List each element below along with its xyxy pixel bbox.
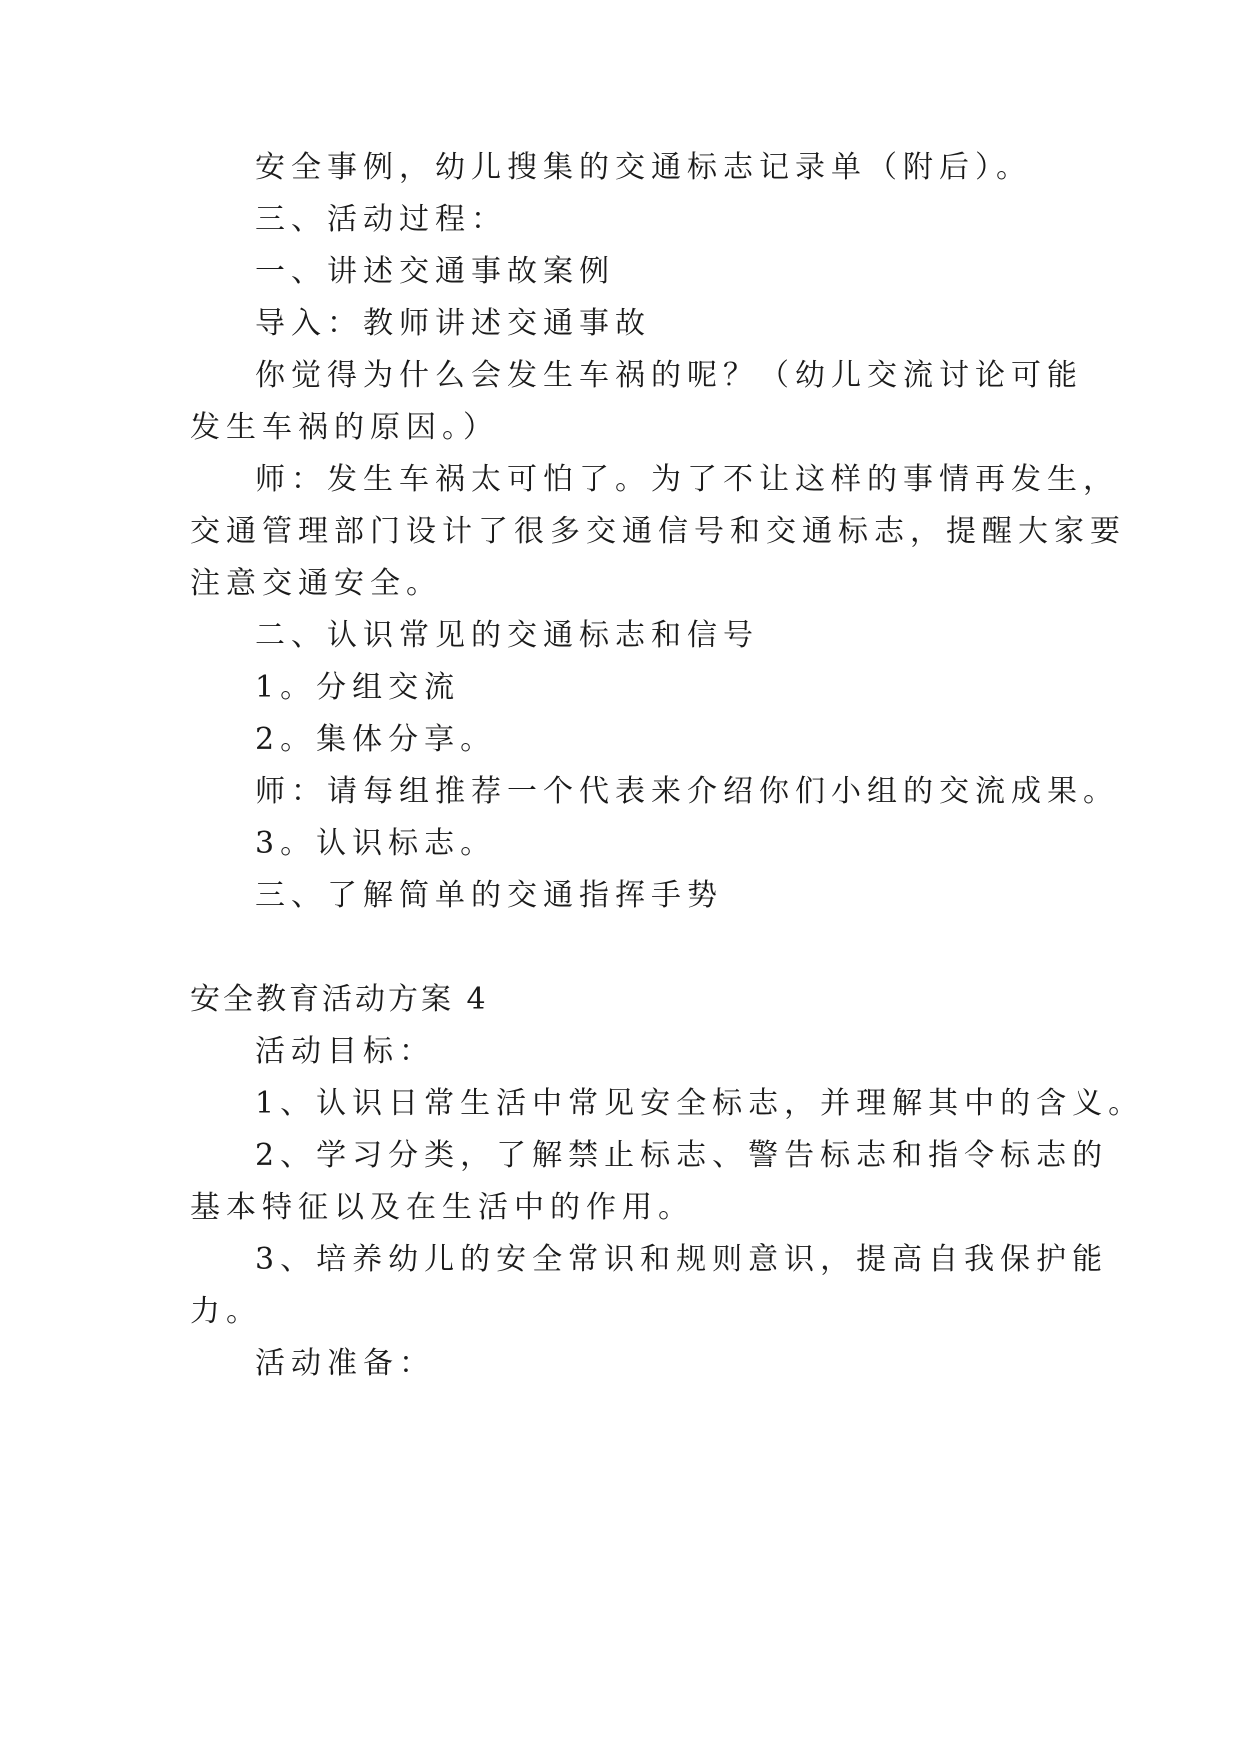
paragraph-line: 基本特征以及在生活中的作用。 — [190, 1190, 694, 1225]
list-item: 1。分组交流 — [255, 670, 461, 705]
list-item: 2、学习分类，了解禁止标志、警告标志和指令标志的 — [255, 1138, 1109, 1173]
paragraph-line: 交通管理部门设计了很多交通信号和交通标志，提醒大家要 — [190, 514, 1126, 549]
paragraph-line: 力。 — [190, 1294, 262, 1329]
paragraph-line: 安全事例，幼儿搜集的交通标志记录单（附后）。 — [255, 150, 1032, 185]
section-heading: 三、了解简单的交通指挥手势 — [255, 878, 723, 913]
section-heading: 一、讲述交通事故案例 — [255, 254, 615, 289]
list-item: 1、认识日常生活中常见安全标志，并理解其中的含义。 — [255, 1086, 1145, 1121]
section-heading: 三、活动过程： — [255, 202, 507, 237]
paragraph-line: 师：发生车祸太可怕了。为了不让这样的事情再发生， — [255, 462, 1119, 497]
list-item: 3、培养幼儿的安全常识和规则意识，提高自我保护能 — [255, 1242, 1109, 1277]
section-heading: 二、认识常见的交通标志和信号 — [255, 618, 759, 653]
paragraph-line: 师：请每组推荐一个代表来介绍你们小组的交流成果。 — [255, 774, 1119, 809]
paragraph-line: 发生车祸的原因。） — [190, 410, 499, 445]
paragraph-line: 注意交通安全。 — [190, 566, 442, 601]
list-item: 3。认识标志。 — [255, 826, 497, 861]
document-title: 安全教育活动方案 4 — [190, 982, 489, 1017]
section-heading: 活动准备： — [255, 1346, 435, 1381]
paragraph-line: 导入：教师讲述交通事故 — [255, 306, 651, 341]
section-heading: 活动目标： — [255, 1034, 435, 1069]
paragraph-line: 你觉得为什么会发生车祸的呢？（幼儿交流讨论可能 — [255, 358, 1083, 393]
list-item: 2。集体分享。 — [255, 722, 497, 757]
